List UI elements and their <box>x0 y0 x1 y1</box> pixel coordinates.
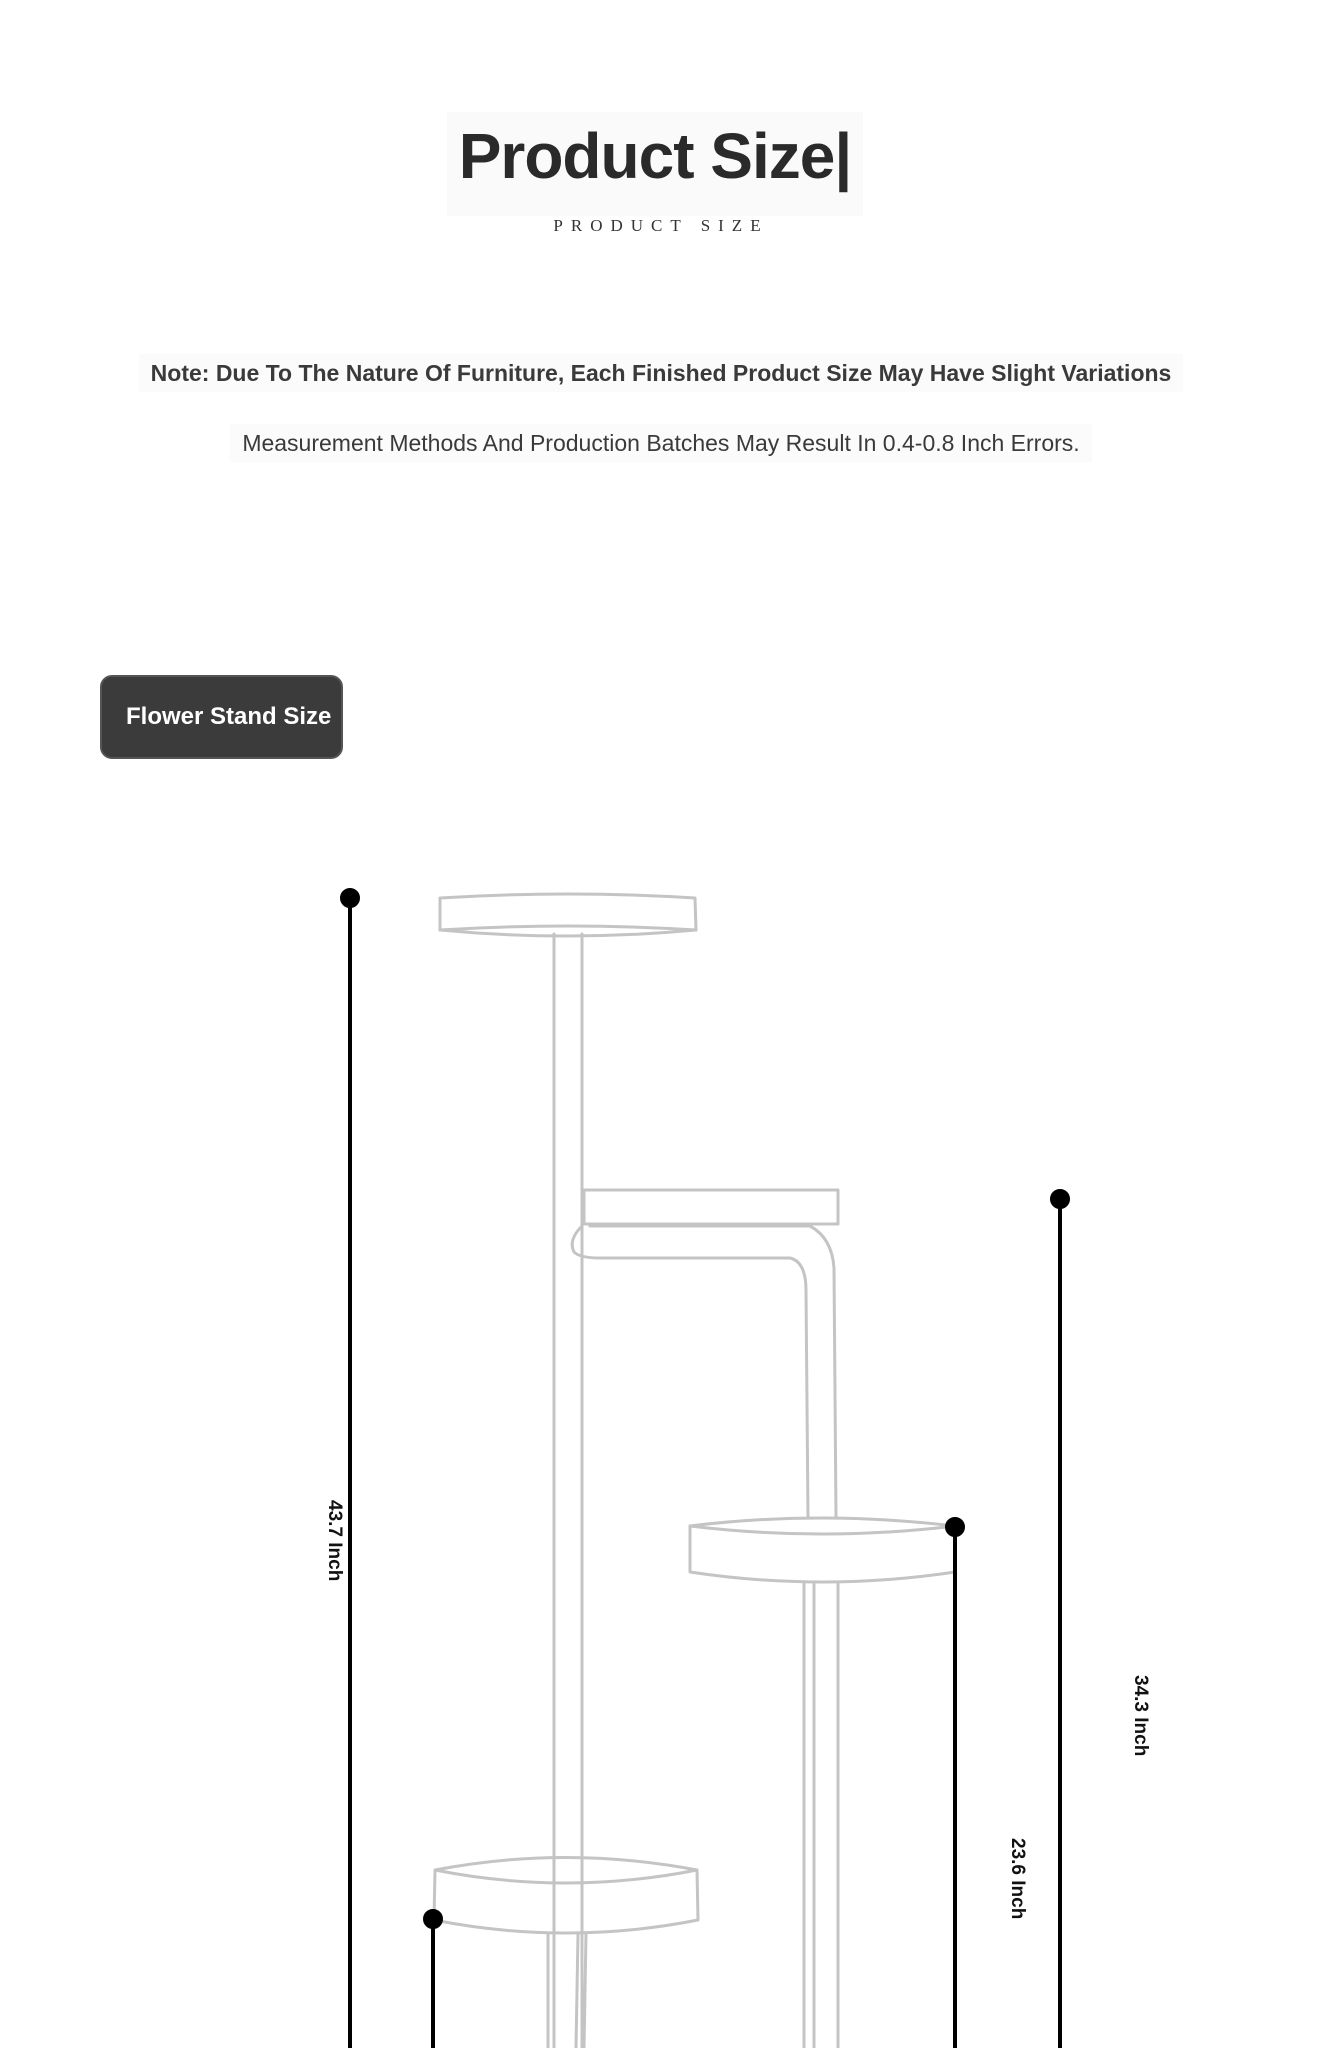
bottom-height-dot <box>425 1911 441 1927</box>
bottom-tray <box>434 1858 698 1934</box>
page-subtitle: PRODUCT SIZE <box>553 216 769 235</box>
overall-height-label: 43.7 Inch <box>324 1500 345 1582</box>
middle-arm <box>572 1226 836 1518</box>
low-height-dot <box>947 1519 963 1535</box>
bottom-tray-rim <box>435 1870 697 1883</box>
low-height-label: 23.6 Inch <box>1007 1838 1028 1920</box>
middle-height-dot <box>1052 1191 1068 1207</box>
middle-tray <box>584 1190 838 1224</box>
middle-height-label: 34.3 Inch <box>1130 1675 1151 1757</box>
overall-height-dot <box>342 890 358 906</box>
page-title: Product Size| <box>458 120 852 192</box>
main-pole <box>554 934 582 2048</box>
stand-outline <box>434 894 955 2048</box>
note-variation-text: Note: Due To The Nature Of Furniture, Each Finished Product Size May Have Slight Variations <box>139 354 1184 392</box>
low-pole <box>804 1584 838 2048</box>
low-tray-rim <box>690 1526 955 1534</box>
note-errors-text: Measurement Methods And Production Batches May Result In 0.4-0.8 Inch Errors. <box>230 424 1091 462</box>
top-tray-rim <box>440 926 696 930</box>
low-tray <box>690 1518 955 1582</box>
flower-stand-size-tab[interactable]: Flower Stand Size <box>100 675 343 759</box>
top-tray <box>440 894 696 936</box>
